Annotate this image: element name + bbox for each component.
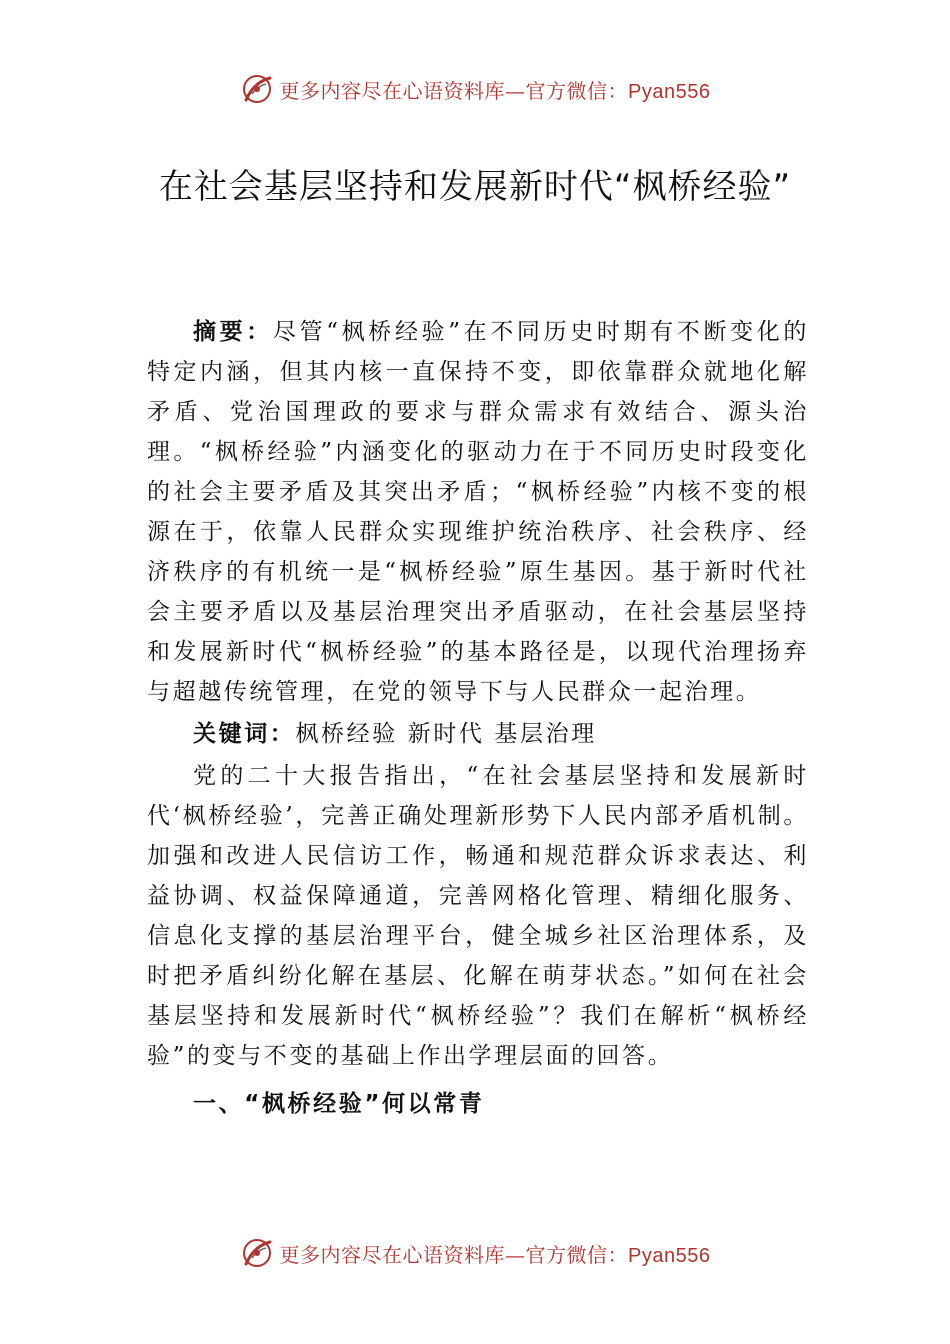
footer-banner: [0, 1236, 950, 1270]
intro-paragraph: 党的二十大报告指出，“在社会基层坚持和发展新时代‘枫桥经验’，完善正确处理新形势下人民内部矛盾机制。加强和改进人民信访工作，畅通和规范群众诉求表达、利益协调、权益保障通道，完善网格化管理、精细化服务、信息化支撑的基层治理平台，健全城乡社区治理体系，及时把矛盾纠纷化解在基层、化解在萌芽状态。”如何在社会基层坚持和发展新时代“枫桥经验”？我们在解析“枫桥经验”的变与不变的基础上作出学理层面的回答。: [147, 763, 809, 1069]
brand-logo-icon: [240, 1236, 274, 1270]
wechat-id: Pyan556: [628, 1244, 711, 1267]
document-title: 在社会基层坚持和发展新时代“枫桥经验”: [158, 167, 792, 207]
section-heading: 一、“枫桥经验”何以常青: [193, 1091, 485, 1117]
abstract-label: 摘要：: [193, 318, 273, 345]
wechat-id: Pyan556: [628, 80, 711, 103]
header-banner-text: 更多内容尽在心语资料库—官方微信：Pyan556: [279, 78, 711, 103]
abstract-text: 尽管“枫桥经验”在不同历史时期有不断变化的特定内涵，但其内核一直保持不变，即依靠群众就地化解矛盾、党治国理政的要求与群众需求有效结合、源头治理。“枫桥经验”内涵变化的驱动力在于不同历史时段变化的社会主要矛盾及其突出矛盾；“枫桥经验”内核不变的根源在于，依靠人民群众实现维护统治秩序、社会秩序、经济秩序的有机统一是“枫桥经验”原生基因。基于新时代社会主要矛盾以及基层治理突出矛盾驱动，在社会基层坚持和发展新时代“枫桥经验”的基本路径是，以现代治理扬弃与超越传统管理，在党的领导下与人民群众一起治理。: [147, 319, 809, 705]
footer-banner-text: 更多内容尽在心语资料库—官方微信：Pyan556: [279, 1242, 711, 1267]
keywords-text: 枫桥经验 新时代 基层治理: [295, 721, 597, 747]
brand-logo-icon: [240, 72, 274, 106]
header-banner: [0, 72, 950, 106]
keywords-label: 关键词：: [193, 720, 296, 747]
abstract-paragraph: [147, 312, 809, 712]
keywords-paragraph: [147, 714, 809, 754]
document-body: [147, 312, 809, 1124]
